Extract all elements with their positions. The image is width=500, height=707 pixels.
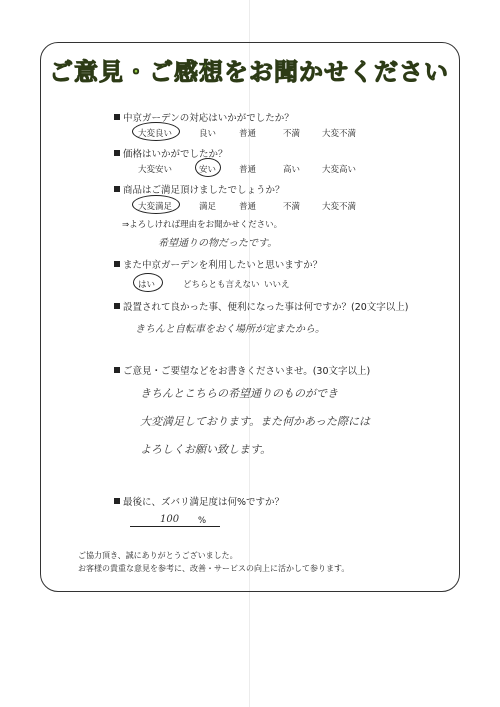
q2-option-1[interactable]: 大変安い (138, 165, 173, 175)
q1-option-1[interactable]: 大変良い (138, 129, 173, 139)
q2-option-2[interactable]: 安い (199, 165, 217, 175)
q3-option-4[interactable]: 不満 (283, 202, 301, 212)
footer-thanks: ご協力頂き、誠にありがとうございました。 (78, 551, 238, 560)
q6-answer-line-3: よろしくお願い致します。 (140, 443, 272, 456)
survey-title: ご意見・ご感想をお聞かせください (49, 58, 449, 86)
q3-selected-circle (132, 195, 180, 214)
q4-option-1[interactable]: はい (138, 280, 156, 290)
q1-option-4[interactable]: 不満 (283, 129, 301, 139)
q7-answer-line (130, 526, 220, 527)
question-1 (114, 110, 294, 124)
q4-selected-circle (133, 273, 163, 292)
q3-option-1[interactable]: 大変満足 (138, 202, 173, 212)
question-4-label: また中京ガーデンを利用したいと思いますか？ (123, 260, 323, 271)
survey-frame (40, 42, 460, 592)
q2-option-5[interactable]: 大変高い (322, 165, 357, 175)
q1-option-5[interactable]: 大変不満 (322, 129, 357, 139)
bullet-square-icon (114, 186, 120, 192)
question-7-label: 最後に、ズバリ満足度は何%ですか？ (123, 497, 285, 508)
q2-option-3[interactable]: 普通 (239, 165, 257, 175)
q3-option-3[interactable]: 普通 (239, 202, 257, 212)
q2-option-4[interactable]: 高い (283, 165, 301, 175)
footer-message: お客様の貴重な意見を参考に、改善・サービスの向上に活かして参ります。 (78, 564, 350, 573)
q6-answer-line-2: 大変満足しております。また何かあった際には (140, 415, 371, 428)
bullet-square-icon (114, 367, 120, 373)
question-1-label: 中京ガーデンの対応はいかがでしたか？ (123, 113, 294, 124)
question-7 (114, 494, 284, 508)
q6-answer-line-1: きちんとこちらの希望通りのものができ (140, 387, 338, 400)
q7-answer-value: 100 (160, 514, 180, 525)
q3-option-5[interactable]: 大変不満 (322, 202, 357, 212)
question-5 (114, 299, 409, 313)
q4-option-2[interactable]: どちらとも言えない (183, 280, 260, 290)
q1-selected-circle (132, 122, 180, 141)
q3-reason-answer: 希望通りの物だったです。 (158, 238, 278, 249)
question-2-label: 価格はいかがでしたか？ (123, 149, 228, 160)
bullet-square-icon (114, 303, 120, 309)
q3-reason-prompt: ⇒よろしければ理由をお聞かせください。 (122, 220, 283, 230)
question-4 (114, 257, 322, 271)
q1-option-3[interactable]: 普通 (239, 129, 257, 139)
question-3 (114, 182, 285, 196)
bullet-square-icon (114, 261, 120, 267)
question-5-label: 設置されて良かった事、便利になった事は何ですか？(20文字以上) (123, 302, 409, 313)
question-3-label: 商品はご満足頂けましたでしょうか？ (123, 185, 285, 196)
question-6 (114, 363, 370, 377)
bullet-square-icon (114, 150, 120, 156)
q7-answer-unit: % (198, 516, 207, 526)
q3-option-2[interactable]: 満足 (199, 202, 217, 212)
q4-option-3[interactable]: いいえ (264, 280, 290, 290)
question-6-label: ご意見・ご要望などをお書きくださいませ。(30文字以上) (123, 366, 371, 377)
bullet-square-icon (114, 114, 120, 120)
q2-selected-circle (195, 158, 221, 177)
bullet-square-icon (114, 498, 120, 504)
q5-answer: きちんと自転車をおく場所が定またから。 (135, 324, 325, 335)
q1-option-2[interactable]: 良い (199, 129, 217, 139)
